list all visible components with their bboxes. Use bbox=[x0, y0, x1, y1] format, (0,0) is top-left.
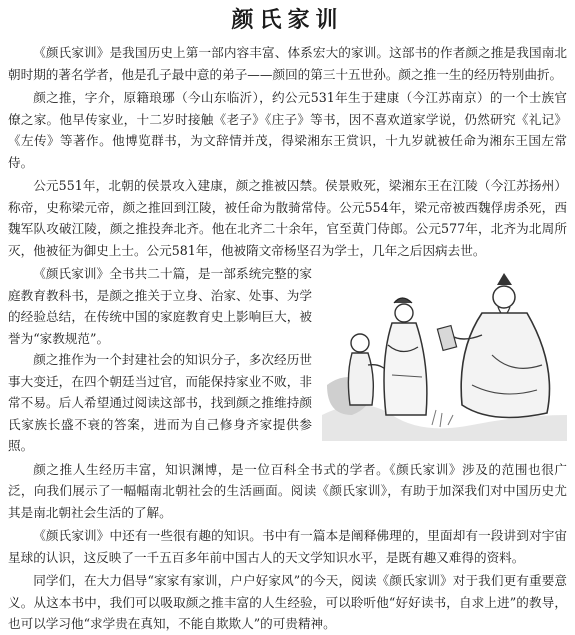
paragraph-scholar: 颜之推人生经历丰富，知识渊博，是一位百科全书式的学者。《颜氏家训》涉及的范围也很广泛，向我们展示了一幅幅南北朝社会的生活画面。阅读《颜氏家训》，有助于加深我们对中国历史尤其是南北朝社会生活的了解。 bbox=[8, 461, 567, 520]
paragraph-conclusion: 同学们，在大力倡导“家家有家训，户户好家风”的今天，阅读《颜氏家训》对于我们更有重要意义。从这本书中，我们可以吸取颜之推丰富的人生经验，可以聆听他“好好读书，自求上进”的教导，也可以学习他“求学贵在真知，不能自欺欺人”的可贵精神。 bbox=[8, 573, 567, 631]
paragraph-biography: 颜之推，字介，原籍琅琊（今山东临沂），约公元531年生于建康（今江苏南京）的一个士族官僚之家。他早传家业，十二岁时接触《老子》《庄子》等书，因不喜欢道家学说，仍然研究《礼记》《左传》等著作。他博览群书，为文辞情并茂，得梁湘东王赏识，十九岁就被任命为湘东王国左常侍。 bbox=[8, 90, 567, 170]
paragraph-astronomy: 《颜氏家训》中还有一些很有趣的知识。书中有一篇本是阐释佛理的，里面却有一段讲到对宇宙星球的认识，这反映了一千五百多年前中国古人的天文学知识水平，是既有趣又难得的资料。 bbox=[8, 528, 567, 565]
paragraph-career: 公元551年，北朝的侯景攻入建康，颜之推被囚禁。侯景败死，梁湘东王在江陵（今江苏扬州）称帝，史称梁元帝，颜之推回到江陵，被任命为散骑常侍。公元554年，梁元帝被西魏俘虏杀死，西魏军队攻破江陵，颜之推投奔北齐。他在北齐二十余年，官至黄门侍郎。公元577年，北齐为北周所灭，他被征为御史上士。公元581年，他被隋文帝杨坚召为学士，几年之后因病去世。 bbox=[8, 178, 567, 258]
paragraph-intro: 《颜氏家训》是我国历史上第一部内容丰富、体系宏大的家训。这部书的作者颜之推是我国南北朝时期的著名学者，他是孔子最中意的弟子——颜回的第三十五世孙。颜之推一生的经历特别曲折。 bbox=[8, 45, 567, 82]
ink-painting-illustration bbox=[322, 265, 567, 441]
paragraph-book-overview: 《颜氏家训》全书共二十篇，是一部系统完整的家庭教育教科书，是颜之推关于立身、治家、处事、为学的经验总结，在传统中国的家庭教育史上影响巨大，被誉为“家教规范”。 bbox=[8, 266, 312, 346]
paragraph-significance: 颜之推作为一个封建社会的知识分子，多次经历世事大变迁，在四个朝廷当过官，而能保持家业不败，非常不易。后人希望通过阅读这部书，找到颜之推维持颜氏家族长盛不衰的答案，进而为自己修身齐家提供参照。 bbox=[8, 352, 312, 453]
page-title: 颜氏家训 bbox=[231, 7, 344, 33]
